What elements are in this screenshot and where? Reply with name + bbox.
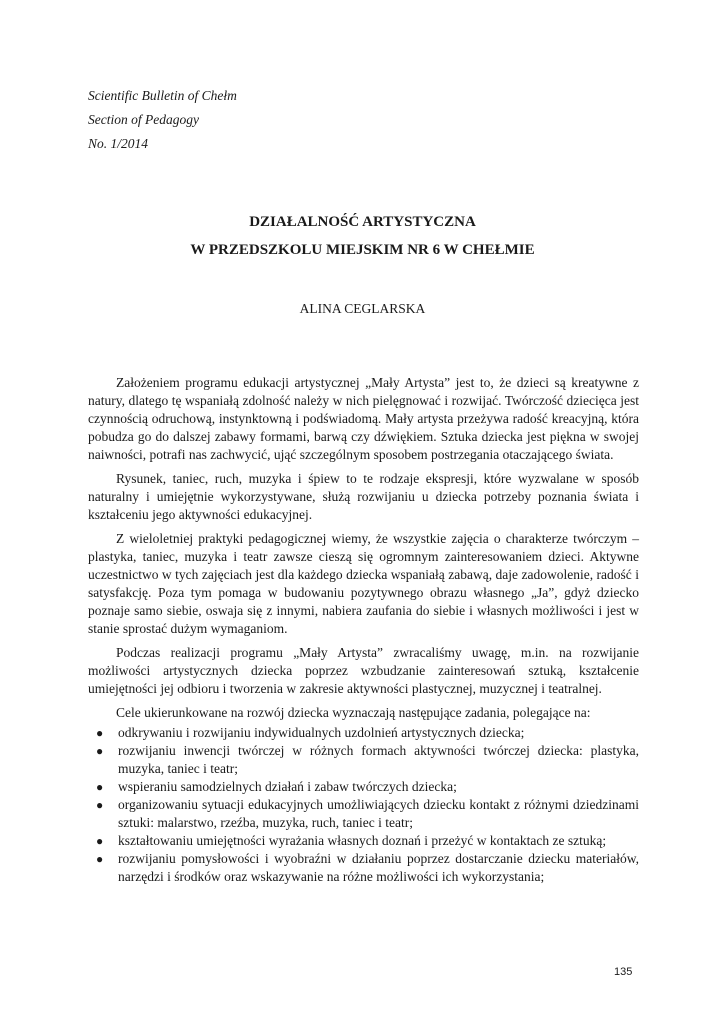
bullet-icon: ●: [96, 744, 104, 758]
bullet-icon: ●: [96, 852, 104, 866]
bullet-icon: ●: [96, 780, 104, 794]
list-item: [88, 832, 639, 850]
list-item: [88, 742, 639, 778]
bullet-icon: ●: [96, 798, 104, 812]
journal-issue: No. 1/2014: [88, 136, 149, 151]
author-name: ALINA CEGLARSKA: [299, 301, 426, 316]
page-number: 135: [614, 966, 633, 978]
bullet-icon: ●: [96, 834, 104, 848]
list-item: [88, 778, 639, 796]
list-item-text: rozwijaniu pomysłowości i wyobraźni w działaniu poprzez dostarczanie dziecku materiałów, narzędzi i środków oraz wskazywanie na różne możliwości ich wykorzystania;: [118, 851, 639, 884]
list-item-text: wspieraniu samodzielnych działań i zabaw twórczych dziecka;: [118, 779, 457, 794]
journal-section: Section of Pedagogy: [88, 112, 199, 127]
task-list: [88, 724, 639, 886]
title-line-1: DZIAŁALNOŚĆ ARTYSTYCZNA: [249, 214, 476, 230]
paragraph: Z wieloletniej praktyki pedagogicznej wiemy, że wszystkie zajęcia o charakterze twórczym – plastyka, taniec, muzyka i teatr zawsze cieszą się ogromnym zainteresowaniem dzieci. Aktywne uczestnictwo w tych zajęciach jest dla każdego dziecka wspaniałą zabawą, daje zadowolenie, radość i satysfakcję. Poza tym pomaga w budowaniu pozytywnego obrazu własnego „Ja”, gdyż dziecko poznaje samo siebie, oswaja się z innymi, nabiera zaufania do siebie i własnych możliwości i jest w stanie sprostać dużym wymaganiom.: [88, 531, 639, 636]
paragraph: Rysunek, taniec, ruch, muzyka i śpiew to te rodzaje ekspresji, które wyzwalane w sposób naturalny i umiejętnie wykorzystywane, służą rozwijaniu u dziecka potrzeby poznania świata i kształceniu jego aktywności edukacyjnej.: [88, 471, 639, 522]
list-item: [88, 724, 639, 742]
list-item-text: odkrywaniu i rozwijaniu indywidualnych uzdolnień artystycznych dziecka;: [118, 725, 525, 740]
list-item: [88, 850, 639, 886]
list-item-text: organizowaniu sytuacji edukacyjnych umożliwiających dziecku kontakt z różnymi dziedzinami sztuki: malarstwo, rzeźba, muzyka, ruch, taniec i teatr;: [118, 797, 639, 830]
list-item-text: kształtowaniu umiejętności wyrażania własnych doznań i przeżyć w kontaktach ze sztuką;: [118, 833, 607, 848]
list-item-text: rozwijaniu inwencji twórczej w różnych formach aktywności twórczej dziecka: plastyka, muzyka, taniec i teatr;: [118, 743, 639, 776]
paragraph: Założeniem programu edukacji artystycznej „Mały Artysta” jest to, że dzieci są kreatywne z natury, dlatego tę wspaniałą zdolność należy w nich pielęgnować i rozwijać. Twórczość dziecięca jest czynnością odruchową, instynktowną i podświadomą. Mały artysta przeżywa radość kreacyjną, która pobudza go do dalszej zabawy formami, barwą czy dźwiękiem. Sztuka dziecka jest piękna w swojej naiwności, potrafi nas zachwycić, ująć szczególnym sposobem postrzegania otaczającego świata.: [88, 375, 639, 462]
journal-header: [88, 84, 237, 156]
paragraph: Cele ukierunkowane na rozwój dziecka wyznaczają następujące zadania, polegające na:: [116, 705, 591, 720]
article-body: [88, 374, 639, 886]
article-title: [0, 208, 725, 264]
title-line-2: W PRZEDSZKOLU MIEJSKIM NR 6 W CHEŁMIE: [190, 242, 535, 258]
bullet-icon: ●: [96, 726, 104, 740]
paragraph: Podczas realizacji programu „Mały Artysta” zwracaliśmy uwagę, m.in. na rozwijanie możliwości artystycznych dziecka poprzez wzbudzanie zainteresowań sztuką, kształcenie umiejętności jej odbioru i tworzenia w zakresie aktywności plastycznej, muzycznej i teatralnej.: [88, 645, 639, 696]
list-item: [88, 796, 639, 832]
journal-name: Scientific Bulletin of Chełm: [88, 88, 237, 103]
